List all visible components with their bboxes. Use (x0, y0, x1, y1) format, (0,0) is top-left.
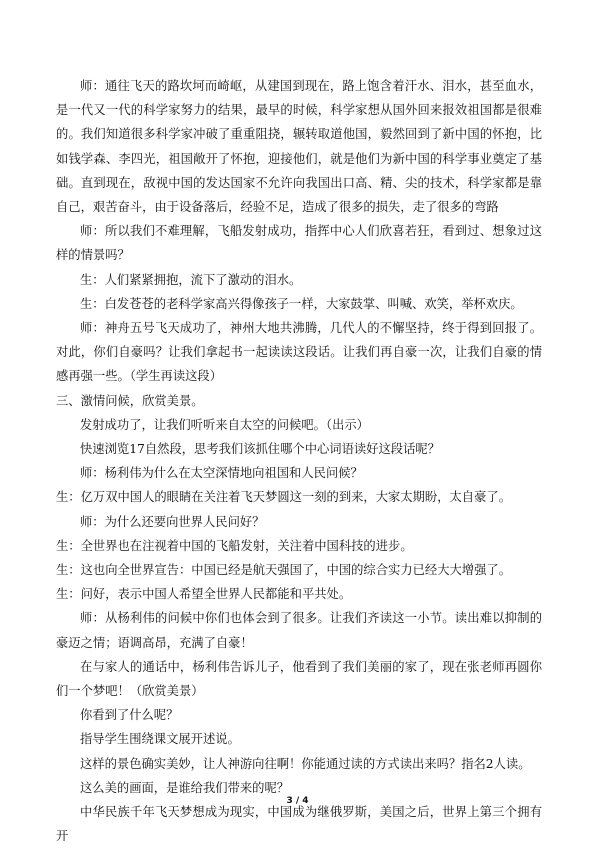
paragraph: 你看到了什么呢？ (80, 708, 179, 723)
paragraph: 快速浏览17自然段，思考我们该抓住哪个中心词语读好这段话呢？ (80, 442, 440, 457)
section-heading: 三、激情问候，欣赏美景。 (56, 393, 204, 408)
paragraph: 师：从杨利伟的问候中你们也体会到了很多。让我们齐读这一小节。读出难以抑制的豪迈之情；语调高昂，充满了自豪！ (56, 611, 542, 650)
paragraph: 发射成功了，让我们听听来自太空的问候吧。（出示） (80, 417, 369, 432)
paragraph: 师：杨利伟为什么在太空深情地向祖国和人民问候？ (80, 466, 363, 481)
paragraph: 师：所以我们不难理解，飞船发射成功，指挥中心人们欣喜若狂，看到过、想象过这样的情景吗？ (56, 224, 542, 263)
document-body (56, 74, 542, 849)
paragraph: 生：人们紧紧拥抱，流下了激动的泪水。 (80, 272, 302, 287)
paragraph: 生：全世界也在注视着中国的飞船发射，关注着中国科技的进步。 (56, 538, 413, 553)
paragraph: 中华民族千年飞天梦想成为现实，中国成为继俄罗斯，美国之后，世界上第三个拥有开 (56, 805, 542, 844)
page-number: 3 / 4 (286, 796, 309, 806)
paragraph: 师：神舟五号飞天成功了，神州大地共沸腾，几代人的不懈坚持，终于得到回报了。对此，你们自豪吗？让我们拿起书一起读读这段话。让我们再自豪一次，让我们自豪的情感再强一些。（学生再读这段） (56, 321, 542, 384)
paragraph: 这样的景色确实美妙，让人神游向往啊！你能通过读的方式读出来吗？指名2人读。 (80, 756, 531, 771)
paragraph: 生：这也向全世界宣告：中国已经是航天强国了，中国的综合实力已经大大增强了。 (56, 563, 511, 578)
paragraph: 师：为什么还要向世界人民问好？ (80, 514, 265, 529)
paragraph: 生：白发苍苍的老科学家高兴得像孩子一样，大家鼓掌、叫喊、欢笑，举杯欢庆。 (80, 296, 523, 311)
paragraph: 师：通往飞天的路坎坷而崎岖，从建国到现在，路上饱含着汗水、泪水，甚至血水，是一代又一代的科学家努力的结果，最早的时候，科学家想从国外回来报效祖国都是很难的。我们知道很多科学家冲破了重重阻挠，辗转取道他国，毅然回到了新中国的怀抱，比如钱学森、李四光，祖国敞开了怀抱，迎接他们，就是他们为新中国的科学事业奠定了基础。直到现在，敌视中国的发达国家不允许向我国出口高、精、尖的技术，科学家都是靠自己，艰苦奋斗，由于设备落后，经验不足，造成了很多的损失，走了很多的弯路 (56, 79, 542, 215)
paragraph: 生：问好，表示中国人希望全世界人民都能和平共处。 (56, 587, 352, 602)
paragraph: 这么美的画面，是谁给我们带来的呢？ (80, 780, 290, 795)
paragraph: 生：亿万双中国人的眼睛在关注着飞天梦圆这一刻的到来，大家太期盼，太自豪了。 (56, 490, 511, 505)
paragraph: 在与家人的通话中，杨利伟告诉儿子，他看到了我们美丽的家了，现在张老师再圆你们一个梦吧！（欣赏美景） (56, 659, 542, 699)
paragraph: 指导学生围绕课文展开述说。 (80, 732, 240, 747)
